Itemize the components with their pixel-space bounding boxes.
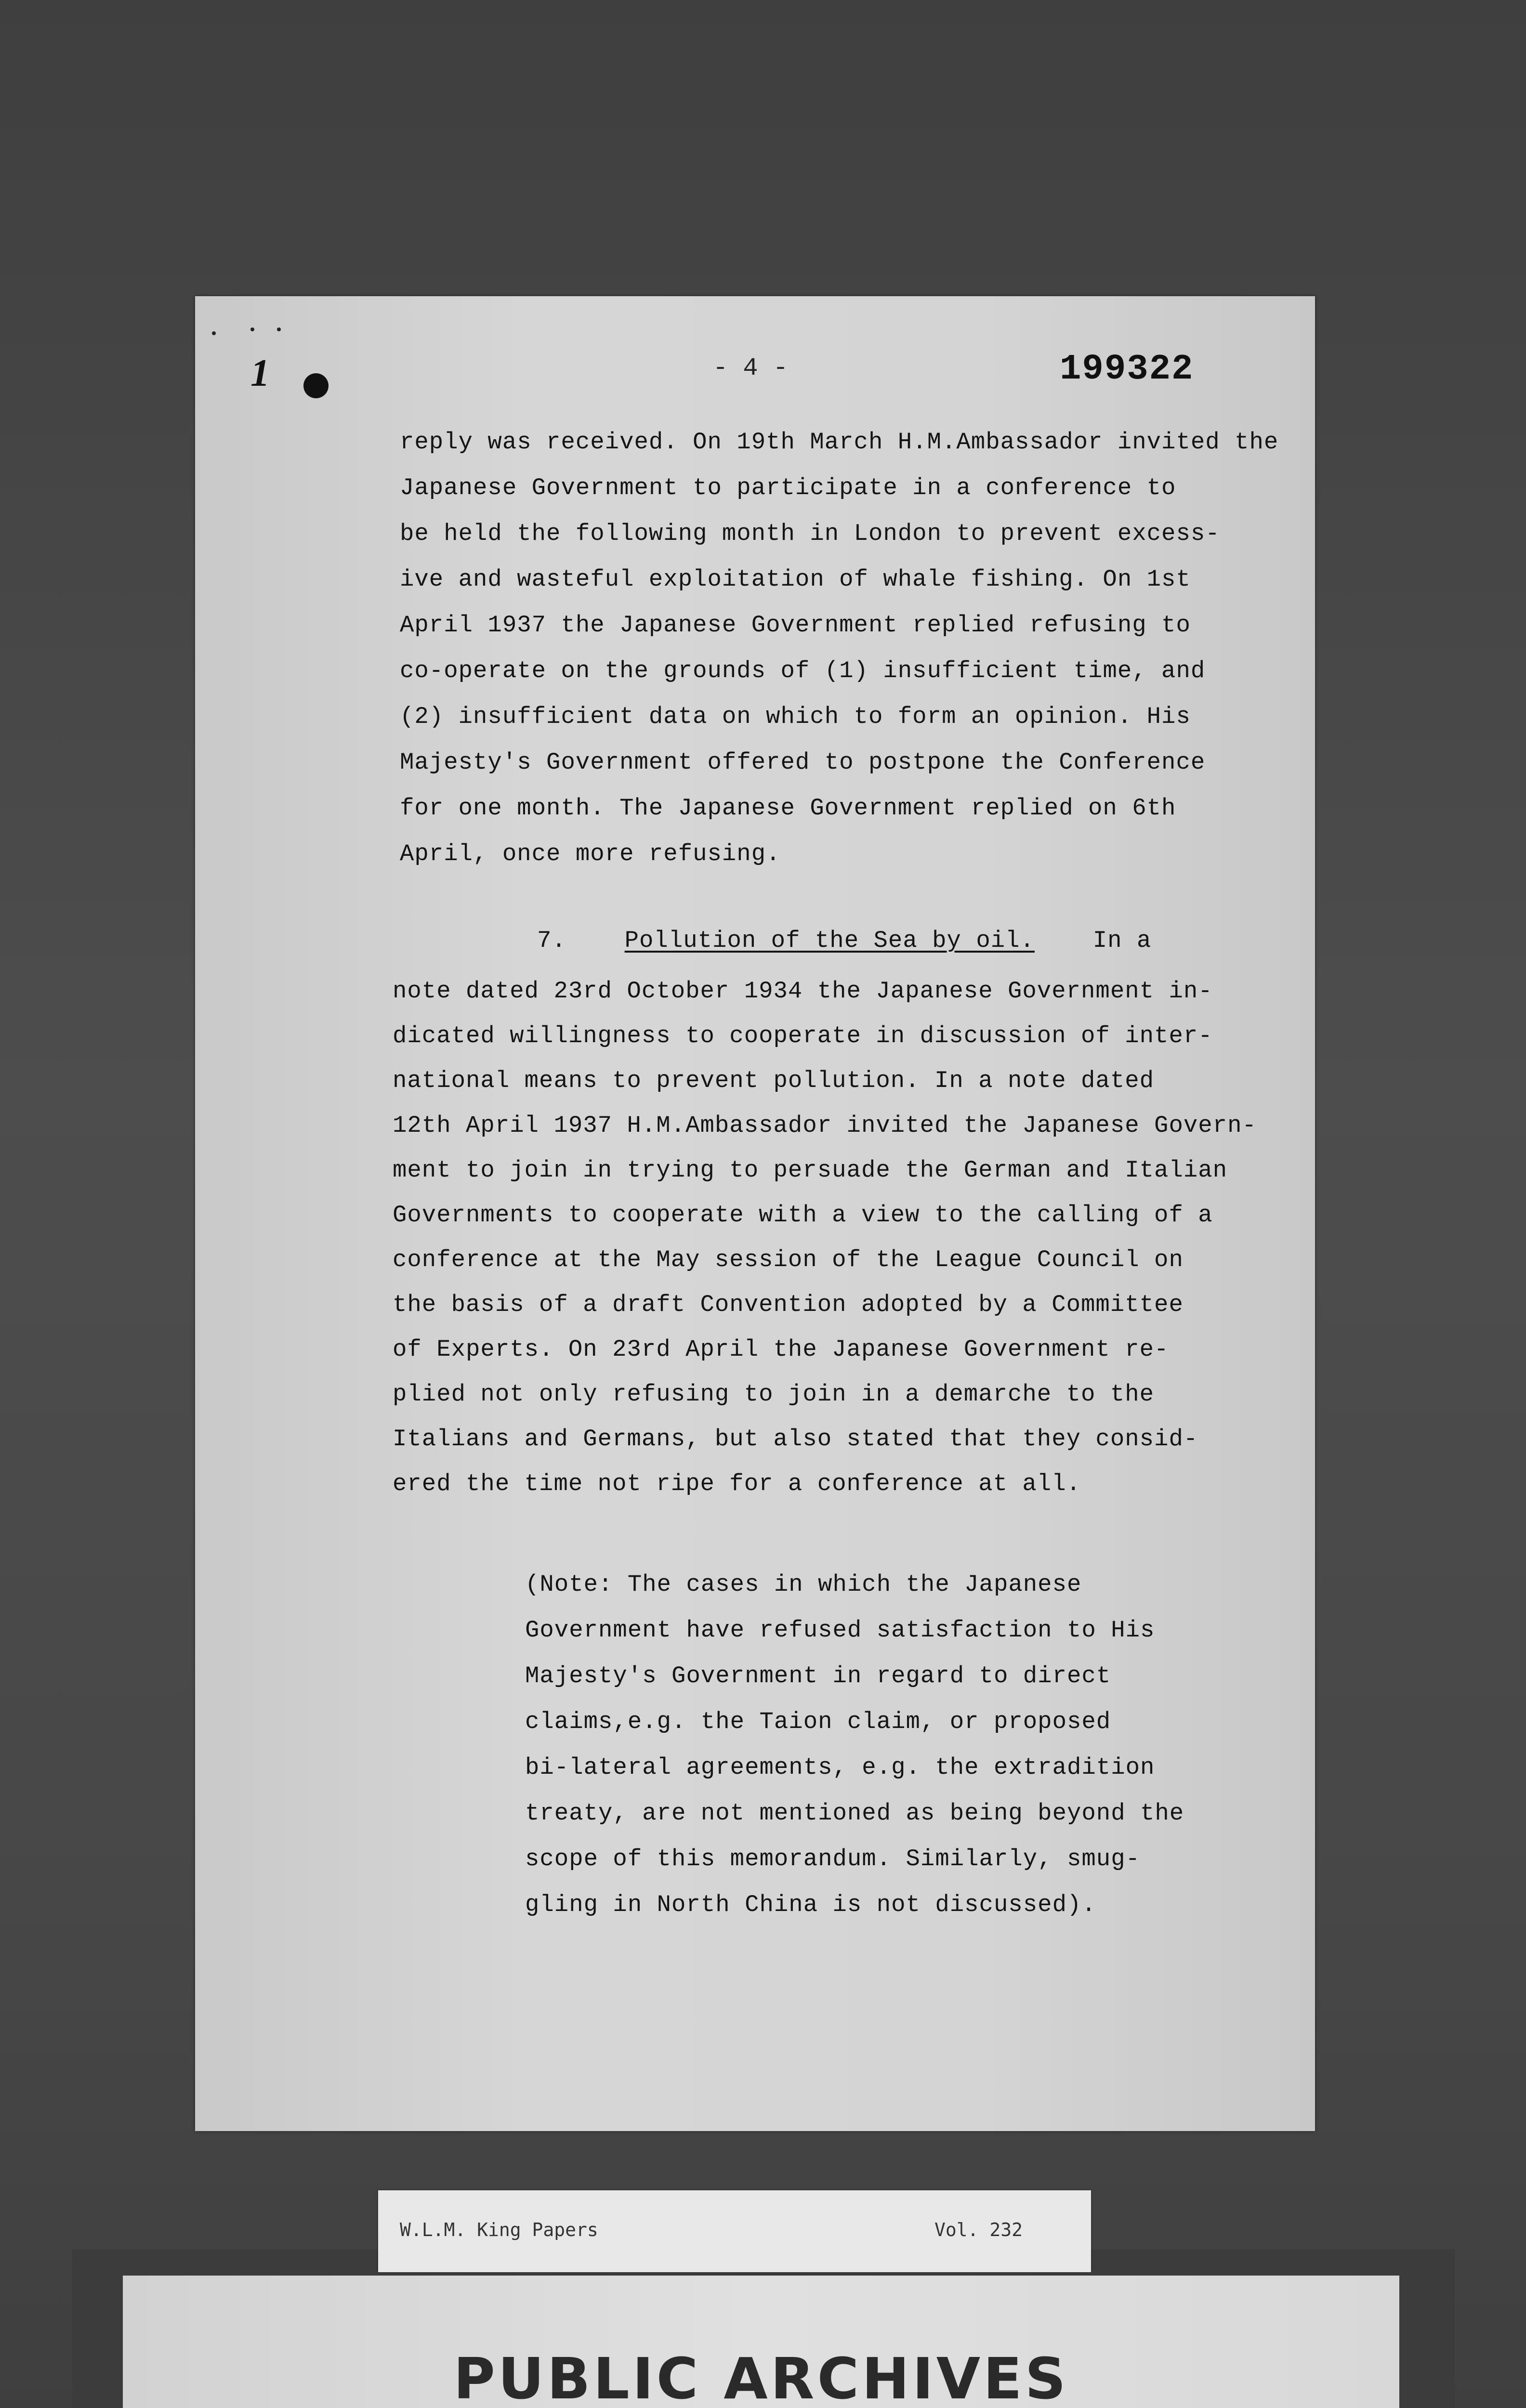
- archives-title-english: PUBLIC ARCHIVES: [453, 2345, 1069, 2408]
- text-line: Government have refused satisfaction to His: [525, 1617, 1155, 1644]
- text-line: the basis of a draft Convention adopted by a Committee: [393, 1291, 1184, 1318]
- text-line: ered the time not ripe for a conference at all.: [393, 1470, 1081, 1497]
- text-line: Majesty's Government in regard to direct: [525, 1662, 1111, 1689]
- text-line: gling in North China is not discussed).: [525, 1891, 1096, 1918]
- text-line: Governments to cooperate with a view to the calling of a: [393, 1202, 1213, 1229]
- text-line: reply was received. On 19th March H.M.Ambassador invited the: [400, 429, 1279, 456]
- paper-speck: [277, 327, 281, 331]
- text-line: Italians and Germans, but also stated that they consid-: [393, 1426, 1198, 1453]
- text-line: co-operate on the grounds of (1) insufficient time, and: [400, 657, 1206, 684]
- catalogue-label: [378, 2190, 1091, 2272]
- text-line: bi-lateral agreements, e.g. the extradition: [525, 1754, 1155, 1781]
- volume-number: Vol. 232: [934, 2219, 1023, 2240]
- text-line: conference at the May session of the League Council on: [393, 1246, 1184, 1273]
- section-number: 7.: [537, 927, 566, 954]
- text-line: scope of this memorandum. Similarly, smug-: [525, 1845, 1141, 1872]
- text-line: plied not only refusing to join in a demarche to the: [393, 1381, 1155, 1408]
- text-line: Japanese Government to participate in a conference to: [400, 474, 1176, 501]
- text-line: note dated 23rd October 1934 the Japanese Government in-: [393, 978, 1213, 1005]
- archives-card: [123, 2276, 1399, 2408]
- text-line: treaty, are not mentioned as being beyond the: [525, 1800, 1184, 1827]
- text-line: of Experts. On 23rd April the Japanese Government re-: [393, 1336, 1169, 1363]
- page-number: - 4 -: [713, 354, 789, 382]
- section-heading-line: [537, 927, 1151, 954]
- text-line: ment to join in trying to persuade the German and Italian: [393, 1157, 1228, 1184]
- paper-speck: [250, 327, 254, 331]
- section-heading-tail: In a: [1092, 927, 1152, 954]
- text-line: (2) insufficient data on which to form an opinion. His: [400, 703, 1191, 730]
- text-line: April, once more refusing.: [400, 840, 781, 867]
- text-line: 12th April 1937 H.M.Ambassador invited the Japanese Govern-: [393, 1112, 1257, 1139]
- text-line: be held the following month in London to prevent excess-: [400, 520, 1220, 547]
- text-line: dicated willingness to cooperate in discussion of inter-: [393, 1022, 1213, 1049]
- page-marker: 1: [250, 352, 270, 394]
- section-paragraph: [393, 978, 1298, 1531]
- text-line: for one month. The Japanese Government replied on 6th: [400, 795, 1176, 822]
- text-line: national means to prevent pollution. In a note dated: [393, 1067, 1155, 1094]
- paper-speck: [212, 331, 216, 335]
- text-line: claims,e.g. the Taion claim, or proposed: [525, 1708, 1111, 1735]
- text-line: (Note: The cases in which the Japanese: [525, 1571, 1082, 1598]
- section-heading: Pollution of the Sea by oil.: [624, 927, 1035, 954]
- note-block: [525, 1571, 1276, 1937]
- text-line: Majesty's Government offered to postpone the Conference: [400, 749, 1206, 776]
- collection-name: W.L.M. King Papers: [400, 2219, 598, 2240]
- continued-paragraph: [400, 429, 1291, 891]
- document-number: 199322: [1060, 349, 1194, 390]
- text-line: April 1937 the Japanese Government replied refusing to: [400, 612, 1191, 639]
- text-line: ive and wasteful exploitation of whale fishing. On 1st: [400, 566, 1191, 593]
- punch-hole-dot: [303, 373, 329, 398]
